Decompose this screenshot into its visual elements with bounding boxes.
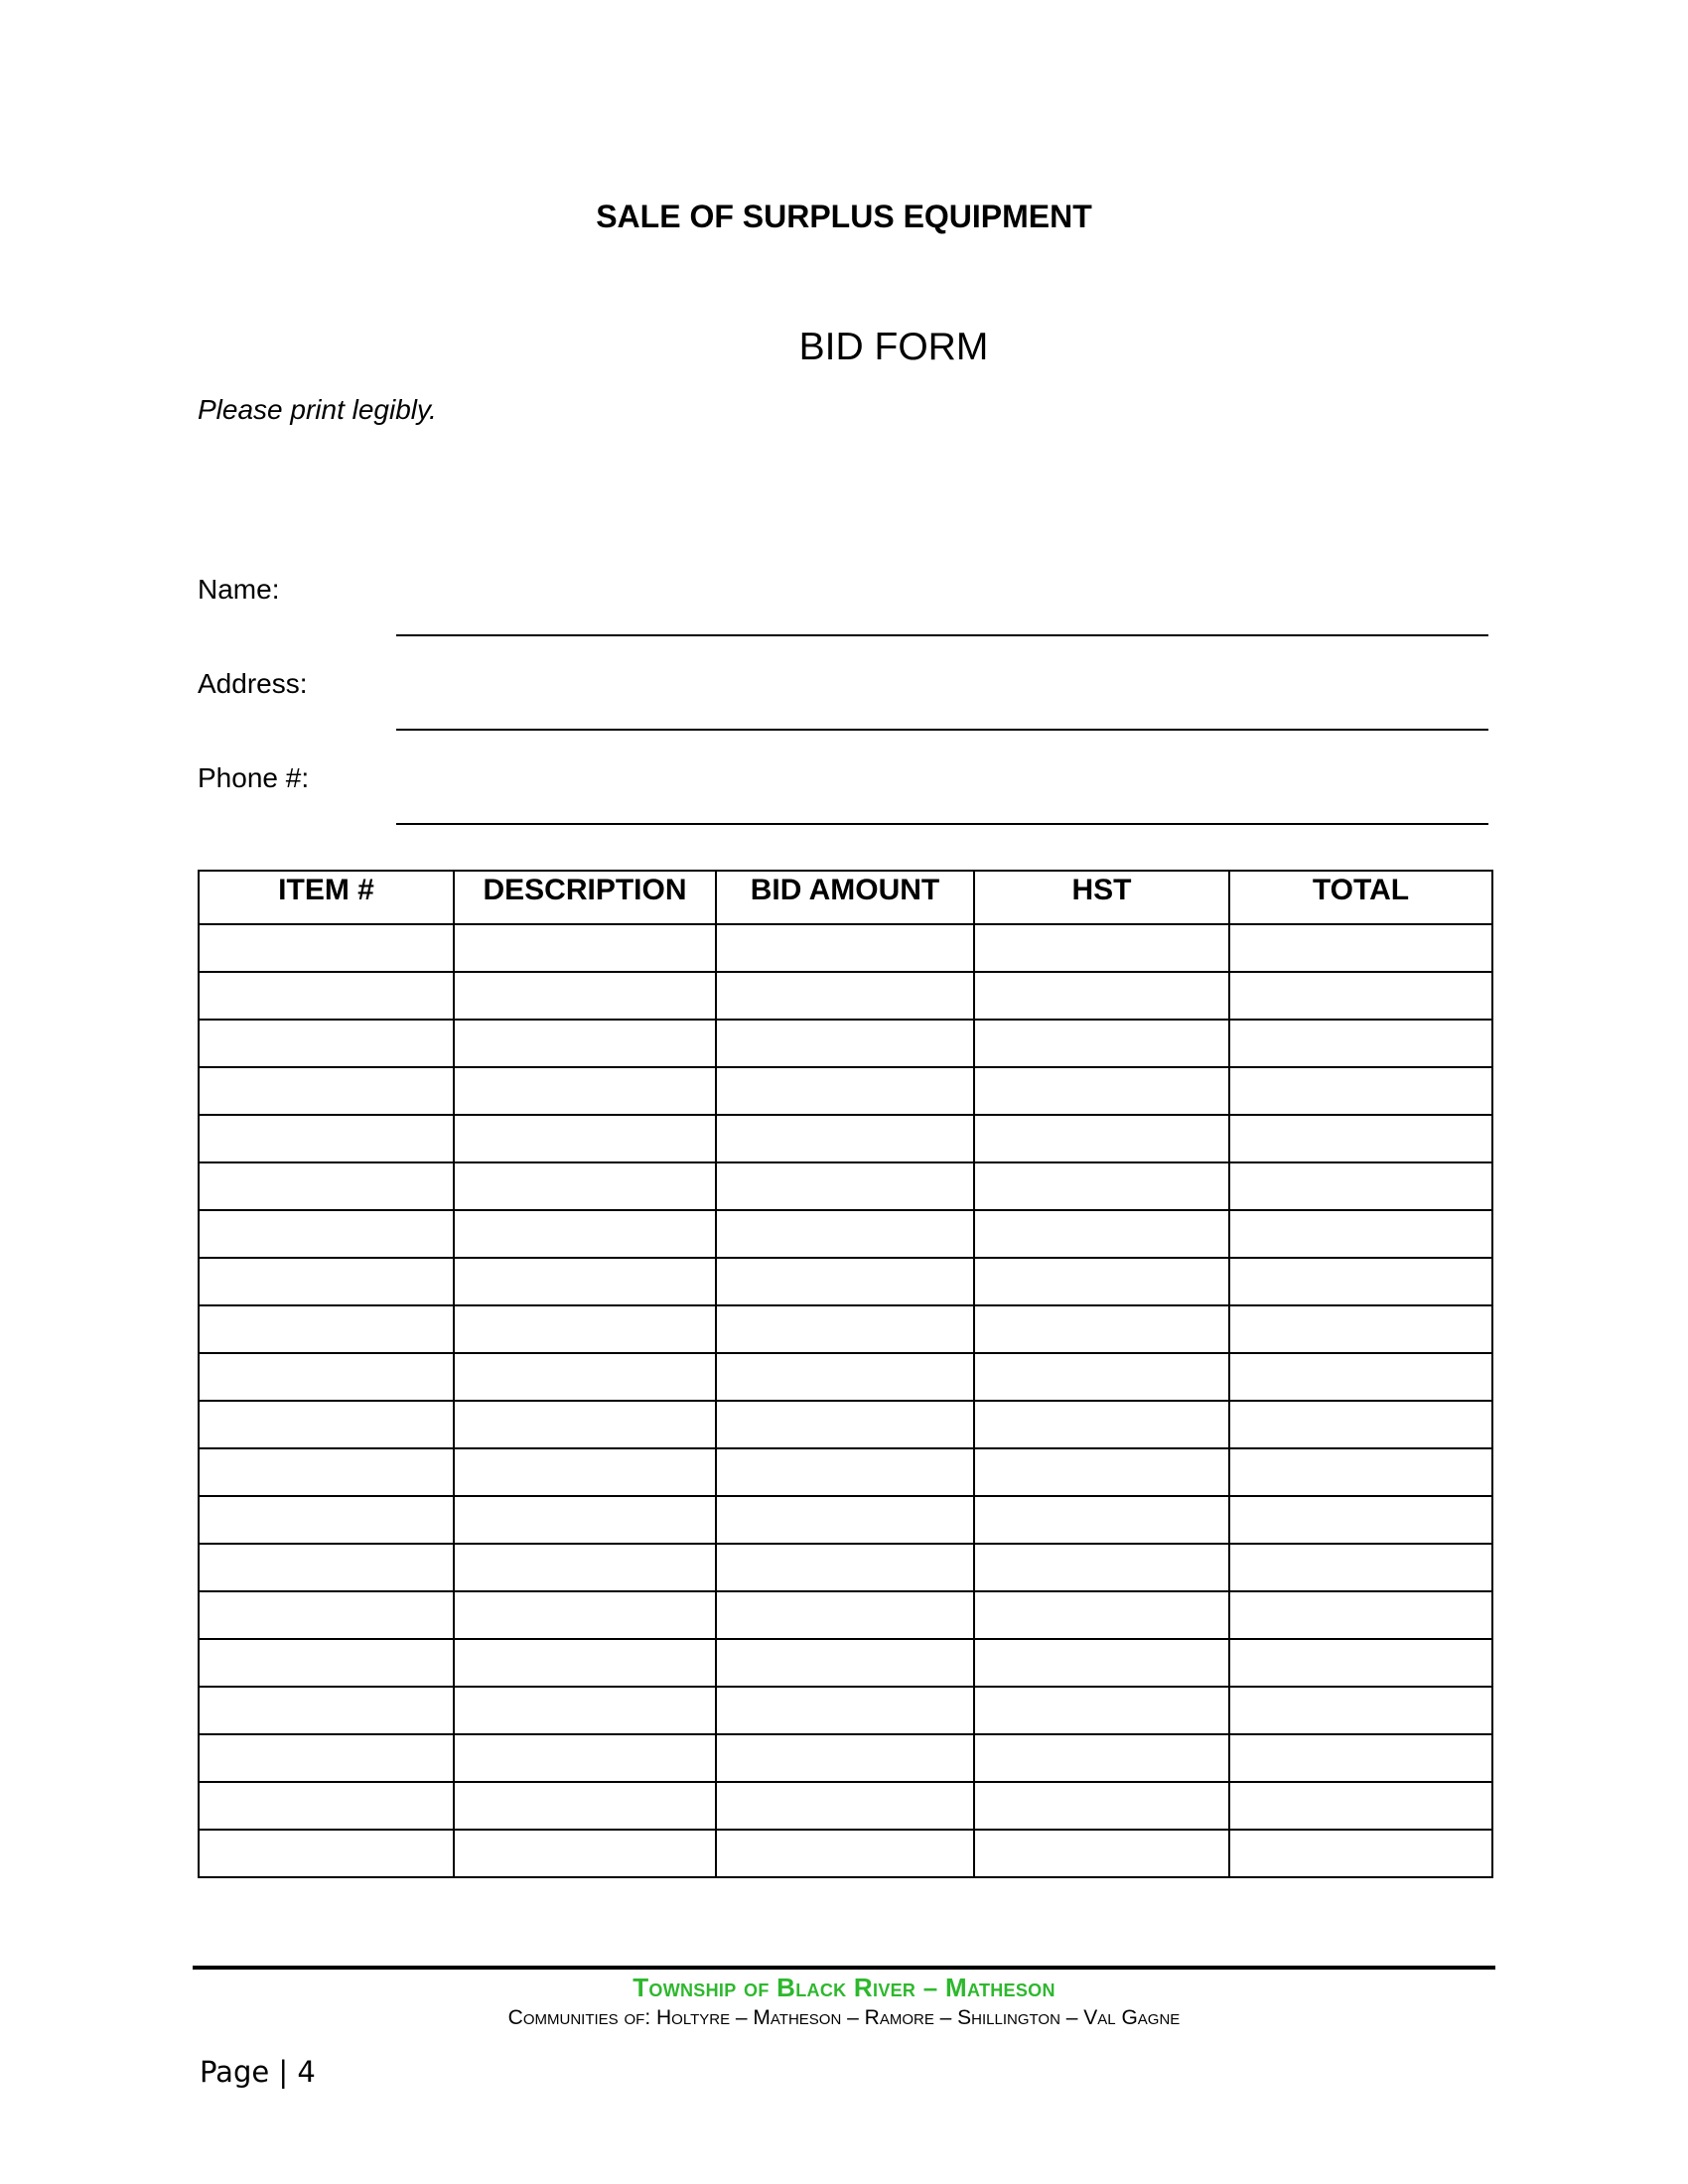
page-number: Page | 4 [200,2055,316,2089]
item-number-cell[interactable] [199,1734,454,1782]
bid-amount-cell[interactable] [716,1734,974,1782]
phone-input[interactable] [396,801,1488,825]
bid-amount-cell[interactable] [716,1258,974,1305]
total-cell[interactable] [1229,1782,1492,1830]
header-item-number: ITEM # [199,871,454,924]
item-number-cell[interactable] [199,1020,454,1067]
total-cell[interactable] [1229,1258,1492,1305]
header-hst: HST [974,871,1229,924]
table-row [199,1067,1492,1115]
item-number-cell[interactable] [199,1353,454,1401]
item-number-cell[interactable] [199,1591,454,1639]
hst-cell[interactable] [974,1496,1229,1544]
description-cell[interactable] [454,1115,716,1162]
item-number-cell[interactable] [199,1162,454,1210]
hst-cell[interactable] [974,1020,1229,1067]
table-row [199,1544,1492,1591]
table-row [199,1687,1492,1734]
total-cell[interactable] [1229,1734,1492,1782]
total-cell[interactable] [1229,1305,1492,1353]
total-cell[interactable] [1229,1544,1492,1591]
description-cell[interactable] [454,1496,716,1544]
hst-cell[interactable] [974,1353,1229,1401]
bid-amount-cell[interactable] [716,1591,974,1639]
description-cell[interactable] [454,1210,716,1258]
description-cell[interactable] [454,924,716,972]
bid-table [198,870,1493,1878]
bid-amount-cell[interactable] [716,924,974,972]
total-cell[interactable] [1229,1020,1492,1067]
hst-cell[interactable] [974,1305,1229,1353]
item-number-cell[interactable] [199,1544,454,1591]
description-cell[interactable] [454,1734,716,1782]
hst-cell[interactable] [974,1734,1229,1782]
hst-cell[interactable] [974,1162,1229,1210]
total-cell[interactable] [1229,1353,1492,1401]
table-row [199,1830,1492,1877]
description-cell[interactable] [454,1591,716,1639]
header-description: DESCRIPTION [454,871,716,924]
item-number-cell[interactable] [199,972,454,1020]
table-row [199,1210,1492,1258]
description-cell[interactable] [454,1020,716,1067]
table-row [199,1639,1492,1687]
hst-cell[interactable] [974,924,1229,972]
item-number-cell[interactable] [199,1496,454,1544]
table-header-row [199,871,1492,924]
description-cell[interactable] [454,1353,716,1401]
bid-amount-cell[interactable] [716,1782,974,1830]
table-row [199,1258,1492,1305]
bid-amount-cell[interactable] [716,1305,974,1353]
description-cell[interactable] [454,1067,716,1115]
description-cell[interactable] [454,1258,716,1305]
table-row [199,1496,1492,1544]
hst-cell[interactable] [974,1544,1229,1591]
name-field-row [198,574,1488,623]
description-cell[interactable] [454,1544,716,1591]
item-number-cell[interactable] [199,1067,454,1115]
header-bid-amount: BID AMOUNT [716,871,974,924]
table-row [199,1448,1492,1496]
description-cell[interactable] [454,972,716,1020]
bid-amount-cell[interactable] [716,1210,974,1258]
hst-cell[interactable] [974,1067,1229,1115]
bid-amount-cell[interactable] [716,1830,974,1877]
bid-amount-cell[interactable] [716,1067,974,1115]
hst-cell[interactable] [974,1115,1229,1162]
table-row [199,1782,1492,1830]
table-row [199,1305,1492,1353]
table-row [199,924,1492,972]
hst-cell[interactable] [974,1258,1229,1305]
total-cell[interactable] [1229,1496,1492,1544]
bid-amount-cell[interactable] [716,1639,974,1687]
hst-cell[interactable] [974,1830,1229,1877]
name-input[interactable] [396,613,1488,636]
bid-amount-cell[interactable] [716,1496,974,1544]
total-cell[interactable] [1229,1210,1492,1258]
hst-cell[interactable] [974,1639,1229,1687]
bid-amount-cell[interactable] [716,1544,974,1591]
item-number-cell[interactable] [199,1210,454,1258]
item-number-cell[interactable] [199,1258,454,1305]
bid-amount-cell[interactable] [716,1448,974,1496]
item-number-cell[interactable] [199,1687,454,1734]
hst-cell[interactable] [974,1401,1229,1448]
description-cell[interactable] [454,1687,716,1734]
bid-amount-cell[interactable] [716,1353,974,1401]
hst-cell[interactable] [974,1448,1229,1496]
description-cell[interactable] [454,1830,716,1877]
bid-amount-cell[interactable] [716,1687,974,1734]
total-cell[interactable] [1229,1448,1492,1496]
total-cell[interactable] [1229,1687,1492,1734]
bid-amount-cell[interactable] [716,1020,974,1067]
hst-cell[interactable] [974,1782,1229,1830]
total-cell[interactable] [1229,1591,1492,1639]
table-row [199,1115,1492,1162]
hst-cell[interactable] [974,1687,1229,1734]
hst-cell[interactable] [974,1591,1229,1639]
table-row [199,1162,1492,1210]
phone-field-row [198,762,1488,812]
footer-communities: Communities of: Holtyre – Matheson – Ramore – Shillington – Val Gagne [507,2006,1181,2029]
document-title: SALE OF SURPLUS EQUIPMENT [596,199,1092,234]
total-cell[interactable] [1229,1162,1492,1210]
item-number-cell[interactable] [199,1115,454,1162]
bid-amount-cell[interactable] [716,972,974,1020]
hst-cell[interactable] [974,1210,1229,1258]
table-row [199,1401,1492,1448]
description-cell[interactable] [454,1782,716,1830]
description-cell[interactable] [454,1305,716,1353]
table-row [199,972,1492,1020]
phone-label: Phone #: [198,762,310,793]
header-total: TOTAL [1229,871,1492,924]
item-number-cell[interactable] [199,1448,454,1496]
item-number-cell[interactable] [199,924,454,972]
description-cell[interactable] [454,1639,716,1687]
address-field-row [198,668,1488,718]
bid-amount-cell[interactable] [716,1162,974,1210]
total-cell[interactable] [1229,1830,1492,1877]
table-row [199,1353,1492,1401]
item-number-cell[interactable] [199,1639,454,1687]
total-cell[interactable] [1229,1115,1492,1162]
bid-amount-cell[interactable] [716,1401,974,1448]
footer-divider [193,1966,1495,1970]
address-input[interactable] [396,707,1488,731]
table-row [199,1591,1492,1639]
total-cell[interactable] [1229,924,1492,972]
description-cell[interactable] [454,1401,716,1448]
total-cell[interactable] [1229,1401,1492,1448]
description-cell[interactable] [454,1448,716,1496]
total-cell[interactable] [1229,972,1492,1020]
table-row [199,1020,1492,1067]
footer-organization: Township of Black River – Matheson [633,1973,1055,2002]
item-number-cell[interactable] [199,1305,454,1353]
bid-amount-cell[interactable] [716,1115,974,1162]
table-row [199,1734,1492,1782]
description-cell[interactable] [454,1162,716,1210]
address-label: Address: [198,668,308,699]
item-number-cell[interactable] [199,1830,454,1877]
item-number-cell[interactable] [199,1782,454,1830]
item-number-cell[interactable] [199,1401,454,1448]
form-title: BID FORM [798,326,989,368]
total-cell[interactable] [1229,1067,1492,1115]
hst-cell[interactable] [974,972,1229,1020]
instruction-text: Please print legibly. [198,394,437,425]
total-cell[interactable] [1229,1639,1492,1687]
name-label: Name: [198,574,280,605]
